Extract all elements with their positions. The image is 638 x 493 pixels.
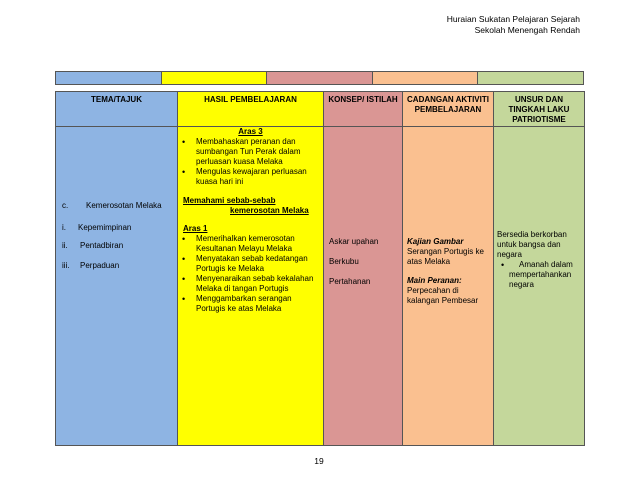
page-number: 19 xyxy=(314,456,324,466)
header-tema: TEMA/TAJUK xyxy=(56,92,178,127)
header-aktiviti: CADANGAN AKTIVITI PEMBELAJARAN xyxy=(403,92,494,127)
tema-item: i. Kepemimpinan xyxy=(62,223,132,232)
aktiviti-text: Serangan Portugis ke atas Melaka xyxy=(407,247,484,266)
color-swatch-yellow xyxy=(161,72,267,85)
aras-1-list xyxy=(178,234,323,314)
aras-1-title: Aras 1 xyxy=(183,224,208,233)
list-item: • Memerihalkan kemerosotan Kesultanan Melayu Melaka xyxy=(178,234,323,254)
aktiviti-block xyxy=(407,237,490,306)
aktiviti-title: Kajian Gambar xyxy=(407,237,464,246)
color-swatch-blue xyxy=(56,72,162,85)
list-item: • Menyatakan sebab kedatangan Portugis ke Melaka xyxy=(178,254,323,274)
color-key-bar xyxy=(55,71,584,85)
patriotisme-cell xyxy=(494,127,585,446)
aras-3-title: Aras 3 xyxy=(238,127,263,136)
header-line-2: Sekolah Menengah Rendah xyxy=(474,25,580,35)
syllabus-table xyxy=(55,91,585,446)
konsep-cell xyxy=(324,127,403,446)
tema-item: ii. Pentadbiran xyxy=(62,241,124,250)
patriotisme-list xyxy=(497,260,581,290)
color-swatch-red xyxy=(267,72,373,85)
list-item: • Mengulas kewajaran perluasan kuasa hari ini xyxy=(178,167,323,187)
memahami-heading: Memahami sebab-sebab kemerosotan Melaka xyxy=(183,196,309,215)
aktiviti-text: Perpecahan di kalangan Pembesar xyxy=(407,286,479,305)
tema-item: iii. Perpaduan xyxy=(62,261,120,270)
header-line-1: Huraian Sukatan Pelajaran Sejarah xyxy=(446,14,580,24)
aktiviti-title: Main Peranan: xyxy=(407,276,462,285)
color-swatch-green xyxy=(478,72,584,85)
list-item: • Menyenaraikan sebab kekalahan Melaka di tangan Portugis xyxy=(178,274,323,294)
header-patriotisme: UNSUR DAN TINGKAH LAKU PATRIOTISME xyxy=(494,92,585,127)
list-item: • Menggambarkan serangan Portugis ke atas Melaka xyxy=(178,294,323,314)
konsep-item: Pertahanan xyxy=(329,277,371,286)
aras-3-list xyxy=(178,137,323,187)
color-swatch-orange xyxy=(372,72,478,85)
konsep-item: Berkubu xyxy=(329,257,359,266)
header-hasil: HASIL PEMBELAJARAN xyxy=(178,92,324,127)
tema-main: c. Kemerosotan Melaka xyxy=(62,201,162,210)
patriotisme-block xyxy=(497,230,581,290)
konsep-item: Askar upahan xyxy=(329,237,379,246)
patriotisme-text: Bersedia berkorban untuk bangsa dan negara xyxy=(497,230,567,259)
aktiviti-cell xyxy=(403,127,494,446)
list-item: • Amanah dalam mempertahankan negara xyxy=(497,260,581,290)
list-item: • Membahaskan peranan dan sumbangan Tun Perak dalam perluasan kuasa Melaka xyxy=(178,137,323,167)
hasil-cell xyxy=(178,127,324,446)
tema-cell xyxy=(56,127,178,446)
header-konsep: KONSEP/ ISTILAH xyxy=(324,92,403,127)
document-header xyxy=(447,14,580,36)
